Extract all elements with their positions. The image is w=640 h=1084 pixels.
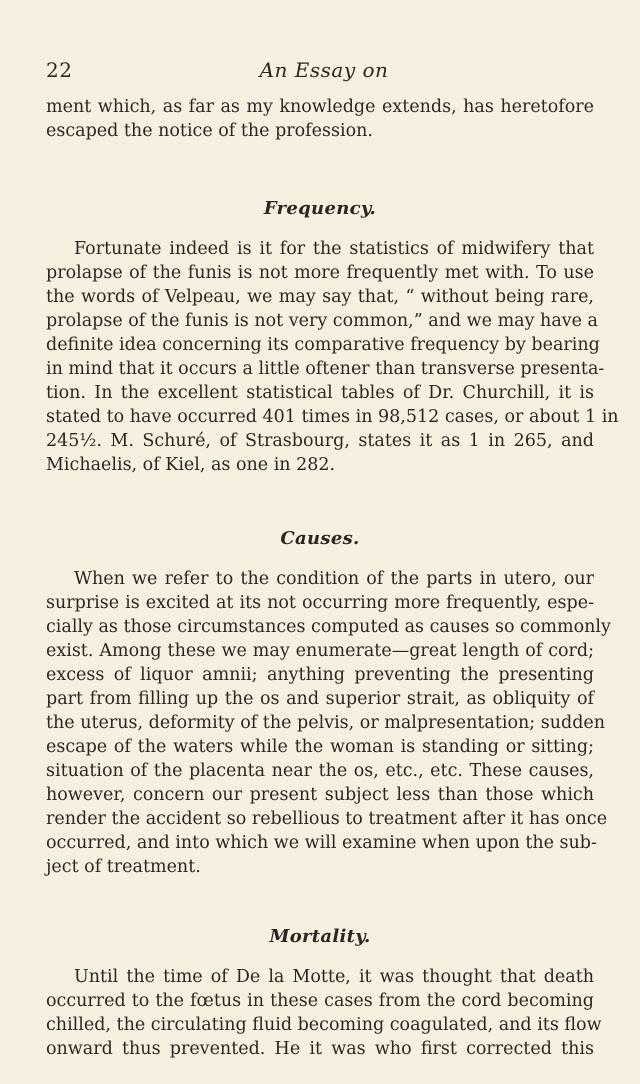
- text-line: ject of treatment.: [46, 857, 201, 877]
- text-line: occurred, and into which we will examine when upon the sub-: [46, 833, 597, 853]
- text-line: onward thus prevented. He it was who first corrected this: [46, 1039, 594, 1059]
- text-line: prolapse of the funis is not very common,” and we may have a: [46, 311, 598, 331]
- text-line: 245½. M. Schuré, of Strasbourg, states it as 1 in 265, and: [46, 431, 594, 451]
- text-line: Michaelis, of Kiel, as one in 282.: [46, 455, 336, 475]
- text-line: excess of liquor amnii; anything preventing the presenting: [46, 665, 594, 685]
- running-title: An Essay on: [259, 58, 389, 82]
- text-line: ment which, as far as my knowledge extends, has heretofore: [46, 97, 594, 117]
- text-line: escape of the waters while the woman is standing or sitting;: [46, 737, 594, 757]
- frequency-paragraph: [46, 237, 619, 477]
- causes-paragraph: [46, 567, 611, 879]
- text-line: chilled, the circulating fluid becoming coagulated, and its flow: [46, 1015, 602, 1035]
- text-line: tion. In the excellent statistical tables of Dr. Churchill, it is: [46, 383, 594, 403]
- text-line: Until the time of De la Motte, it was thought that death: [74, 967, 594, 987]
- text-line: cially as those circumstances computed as causes so commonly: [46, 617, 611, 637]
- text-line: Fortunate indeed is it for the statistics of midwifery that: [74, 239, 594, 259]
- intro-paragraph: [46, 95, 594, 143]
- text-line: When we refer to the condition of the parts in utero, our: [74, 569, 594, 589]
- text-line: the uterus, deformity of the pelvis, or malpresentation; sudden: [46, 713, 606, 733]
- body-text: [46, 95, 619, 1061]
- text-line: occurred to the fœtus in these cases from the cord becoming: [46, 991, 594, 1011]
- text-line: surprise is excited at its not occurring more frequently, espe-: [46, 593, 594, 613]
- text-line: definite idea concerning its comparative frequency by bearing: [46, 335, 600, 355]
- text-line: render the accident so rebellious to treatment after it has once: [46, 809, 608, 829]
- text-line: part from filling up the os and superior strait, as obliquity of: [46, 689, 594, 709]
- text-line: prolapse of the funis is not more frequently met with. To use: [46, 263, 594, 283]
- text-line: exist. Among these we may enumerate—great length of cord;: [46, 641, 594, 661]
- text-line: escaped the notice of the profession.: [46, 121, 373, 141]
- section-heading-frequency: Frequency.: [263, 198, 377, 219]
- section-heading-causes: Causes.: [280, 528, 360, 549]
- text-line: stated to have occurred 401 times in 98,512 cases, or about 1 in: [46, 407, 619, 427]
- page-number: 22: [46, 58, 73, 82]
- running-head: [46, 58, 602, 88]
- mortality-paragraph: [46, 965, 602, 1061]
- text-line: however, concern our present subject less than those which: [46, 785, 594, 805]
- section-heading-mortality: Mortality.: [269, 926, 371, 947]
- text-line: situation of the placenta near the os, etc., etc. These causes,: [46, 761, 594, 781]
- text-line: in mind that it occurs a little oftener than transverse presenta-: [46, 359, 605, 379]
- text-line: the words of Velpeau, we may say that, “ without being rare,: [46, 287, 594, 307]
